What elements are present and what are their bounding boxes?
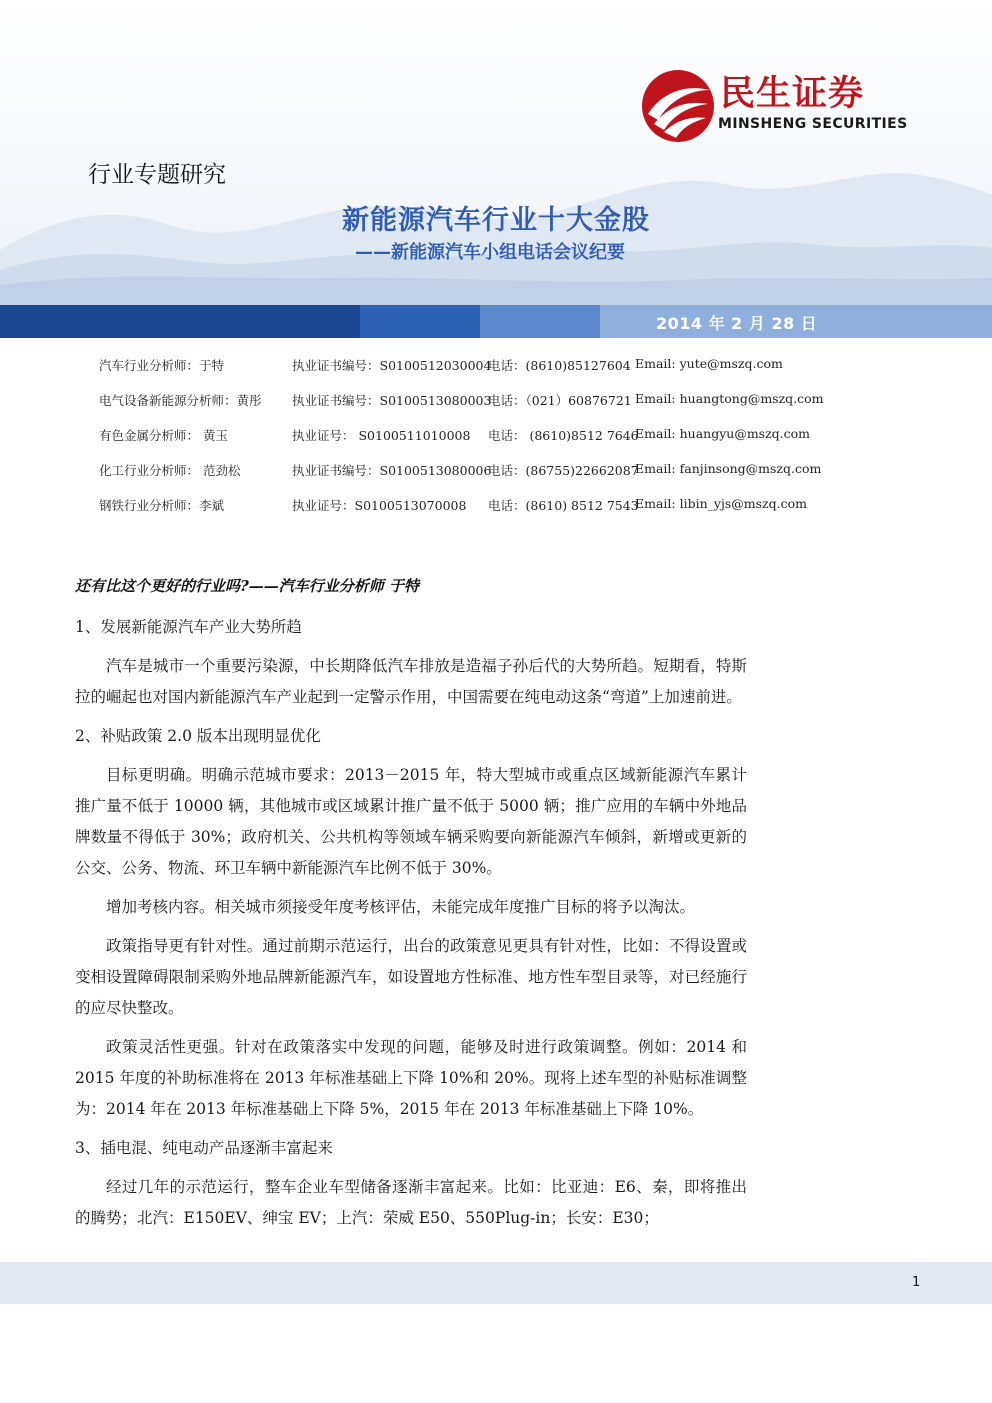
- paragraph: 目标更明确。明确示范城市要求：2013－2015 年，特大型城市或重点区域新能源汽车累计推广量不低于 10000 辆，其他城市或区域累计推广量不低于 5000 辆；推广应用的车辆中外地品牌数量不得低于 30%；政府机关、公共机构等领域车辆采购要向新能源汽车倾斜，新增或更新的公交、公务、物流、环卫车辆中新能源汽车比例不低于 30%。: [75, 766, 747, 877]
- paragraph: 政策灵活性更强。针对在政策落实中发现的问题，能够及时进行政策调整。例如：2014 和 2015 年度的补助标准将在 2013 年标准基础上下降 10%和 20%。现将上述车型的补贴标准调整为：2014 年在 2013 年标准基础上下降 5%，2015 年在 2013 年标准基础上下降 10%。: [75, 1038, 747, 1118]
- paragraph: 政策指导更有针对性。通过前期示范运行，出台的政策意见更具有针对性，比如：不得设置或变相设置障碍限制采购外地品牌新能源汽车，如设置地方性标准、地方性车型目录等，对已经施行的应尽快整改。: [75, 937, 747, 1017]
- section-heading: 还有比这个更好的行业吗?——汽车行业分析师 于特: [75, 577, 420, 595]
- analyst-cert: 执业证号： S0100511010008: [292, 428, 471, 443]
- analyst-cert: 执业证书编号：S0100513080003: [292, 393, 492, 408]
- paragraph: 经过几年的示范运行，整车企业车型储备逐渐丰富起来。比如：比亚迪：E6、秦，即将推出的腾势；北汽：E150EV、绅宝 EV；上汽：荣威 E50、550Plug-in；长安：E30；: [75, 1178, 747, 1227]
- analyst-role: 化工行业分析师： 范劲松: [99, 463, 241, 478]
- analyst-row: [99, 461, 919, 496]
- analyst-email: Email: libin_yjs@mszq.com: [635, 496, 807, 511]
- analyst-list: [99, 356, 919, 531]
- report-title: 新能源汽车行业十大金股: [342, 205, 650, 236]
- analyst-row: [99, 496, 919, 531]
- analyst-email: Email: huangtong@mszq.com: [635, 391, 824, 406]
- analyst-phone: 电话： (8610)8512 7646: [488, 428, 639, 443]
- analyst-role: 电气设备新能源分析师：黄彤: [99, 393, 262, 408]
- analyst-row: [99, 391, 919, 426]
- analyst-cert: 执业证书编号：S0100513080006: [292, 463, 492, 478]
- analyst-cert: 执业证号：S0100513070008: [292, 498, 467, 513]
- paragraph: 增加考核内容。相关城市须接受年度考核评估，未能完成年度推广目标的将予以淘汰。: [106, 898, 696, 916]
- subsection-heading-1: 1、发展新能源汽车产业大势所趋: [75, 618, 302, 636]
- analyst-row: [99, 426, 919, 461]
- analyst-phone: 电话：(86755)22662087: [488, 463, 639, 478]
- brand-name-cn: 民生证券: [720, 74, 865, 114]
- analyst-cert: 执业证书编号：S0100512030004: [292, 358, 492, 373]
- subsection-heading-2: 2、补贴政策 2.0 版本出现明显优化: [75, 727, 321, 745]
- analyst-email: Email: huangyu@mszq.com: [635, 426, 811, 441]
- page-footer-band: [0, 1262, 992, 1304]
- report-category: 行业专题研究: [88, 162, 226, 188]
- analyst-phone: 电话：(8610) 8512 7543: [488, 498, 639, 513]
- analyst-email: Email: yute@mszq.com: [635, 356, 783, 371]
- report-subtitle: ——新能源汽车小组电话会议纪要: [355, 242, 625, 263]
- analyst-role: 有色金属分析师： 黄玉: [99, 428, 228, 443]
- brand-logo: [640, 68, 920, 148]
- report-date: 2014 年 2 月 28 日: [656, 314, 818, 333]
- brand-name-en: MINSHENG SECURITIES: [718, 116, 908, 132]
- analyst-phone: 电话：(8610)85127604: [488, 358, 631, 373]
- analyst-role: 钢铁行业分析师：李斌: [99, 498, 225, 513]
- analyst-row: [99, 356, 919, 391]
- paragraph: 汽车是城市一个重要污染源，中长期降低汽车排放是造福子孙后代的大势所趋。短期看，特斯拉的崛起也对国内新能源汽车产业起到一定警示作用，中国需要在纯电动这条“弯道”上加速前进。: [75, 657, 747, 706]
- analyst-role: 汽车行业分析师：于特: [99, 358, 225, 373]
- analyst-phone: 电话：（021）60876721: [488, 393, 632, 408]
- minsheng-logo-icon: [640, 68, 716, 144]
- analyst-email: Email: fanjinsong@mszq.com: [635, 461, 822, 476]
- report-header: [0, 0, 992, 340]
- subsection-heading-3: 3、插电混、纯电动产品逐渐丰富起来: [75, 1139, 333, 1157]
- report-body: [75, 612, 747, 1242]
- page-number: 1: [912, 1275, 921, 1290]
